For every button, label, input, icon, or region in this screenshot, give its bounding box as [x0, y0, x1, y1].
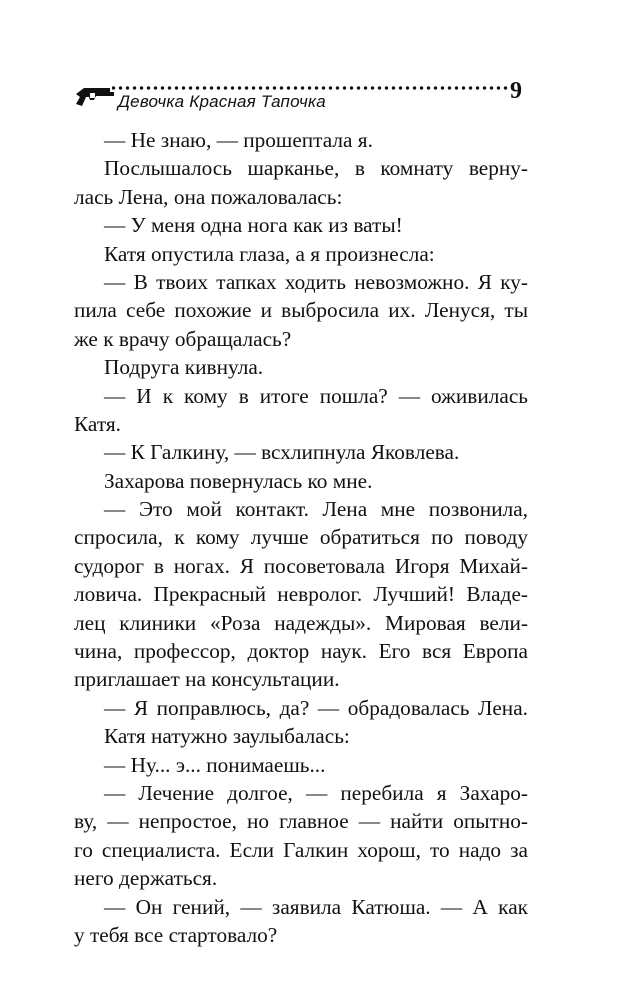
dotted-rule — [110, 86, 508, 90]
text-line: пила себе похожие и выбросила их. Ленуся, ты — [74, 298, 528, 323]
text-line: у тебя все стартовало? — [74, 922, 278, 947]
text-line: Послышалось шарканье, в комнату верну- — [104, 156, 528, 181]
text-line: — И к кому в итоге пошла? — оживилась — [104, 383, 528, 408]
text-line: Катя. — [74, 411, 121, 436]
text-line: спросила, к кому лучше обратиться по поводу — [74, 525, 528, 550]
text-line: — Лечение долгое, — перебила я Захаро- — [104, 780, 528, 805]
text-line: ловича. Прекрасный невролог. Лучший! Владе- — [74, 582, 528, 607]
text-line: — Не знаю, — прошептала я. — [104, 128, 373, 152]
text-line: лась Лена, она пожаловалась: — [74, 184, 343, 209]
text-line: него держаться. — [74, 866, 218, 891]
body-text — [74, 126, 528, 949]
text-line: — У меня одна нога как из ваты! — [104, 213, 403, 238]
text-line: приглашает на консультации. — [74, 667, 340, 692]
running-title: Девочка Красная Тапочка — [118, 92, 326, 111]
text-line: чина, профессор, доктор наук. Его вся Европа — [74, 639, 528, 664]
text-line: лец клиники «Роза надежды». Мировая вели- — [74, 610, 528, 635]
text-line: — Он гений, — заявила Катюша. — А как — [104, 894, 528, 919]
text-line: Катя натужно заулыбалась: — [104, 724, 350, 749]
text-line: — К Галкину, — всхлипнула Яковлева. — [104, 440, 460, 465]
text-line: — Я поправлюсь, да? — обрадовалась Лена. — [104, 695, 528, 720]
text-line: Катя опустила глаза, а я произнесла: — [104, 241, 435, 266]
text-line: го специалиста. Если Галкин хорош, то надо за — [74, 837, 528, 862]
text-line: ву, — непростое, но главное — найти опытно- — [74, 809, 528, 834]
text-line: же к врачу обращалась? — [74, 326, 292, 351]
text-line: — В твоих тапках ходить невозможно. Я ку- — [104, 269, 528, 294]
revolver-icon — [74, 80, 116, 110]
text-line: — Ну... э... понимаешь... — [104, 752, 326, 777]
text-line: судорог в ногах. Я посоветовала Игоря Михай- — [74, 553, 528, 578]
text-line: Захарова повернулась ко мне. — [104, 468, 373, 493]
text-line: Подруга кивнула. — [104, 355, 264, 380]
running-header — [74, 76, 544, 120]
page-number: 9 — [510, 78, 522, 104]
text-line: — Это мой контакт. Лена мне позвонила, — [104, 497, 528, 522]
